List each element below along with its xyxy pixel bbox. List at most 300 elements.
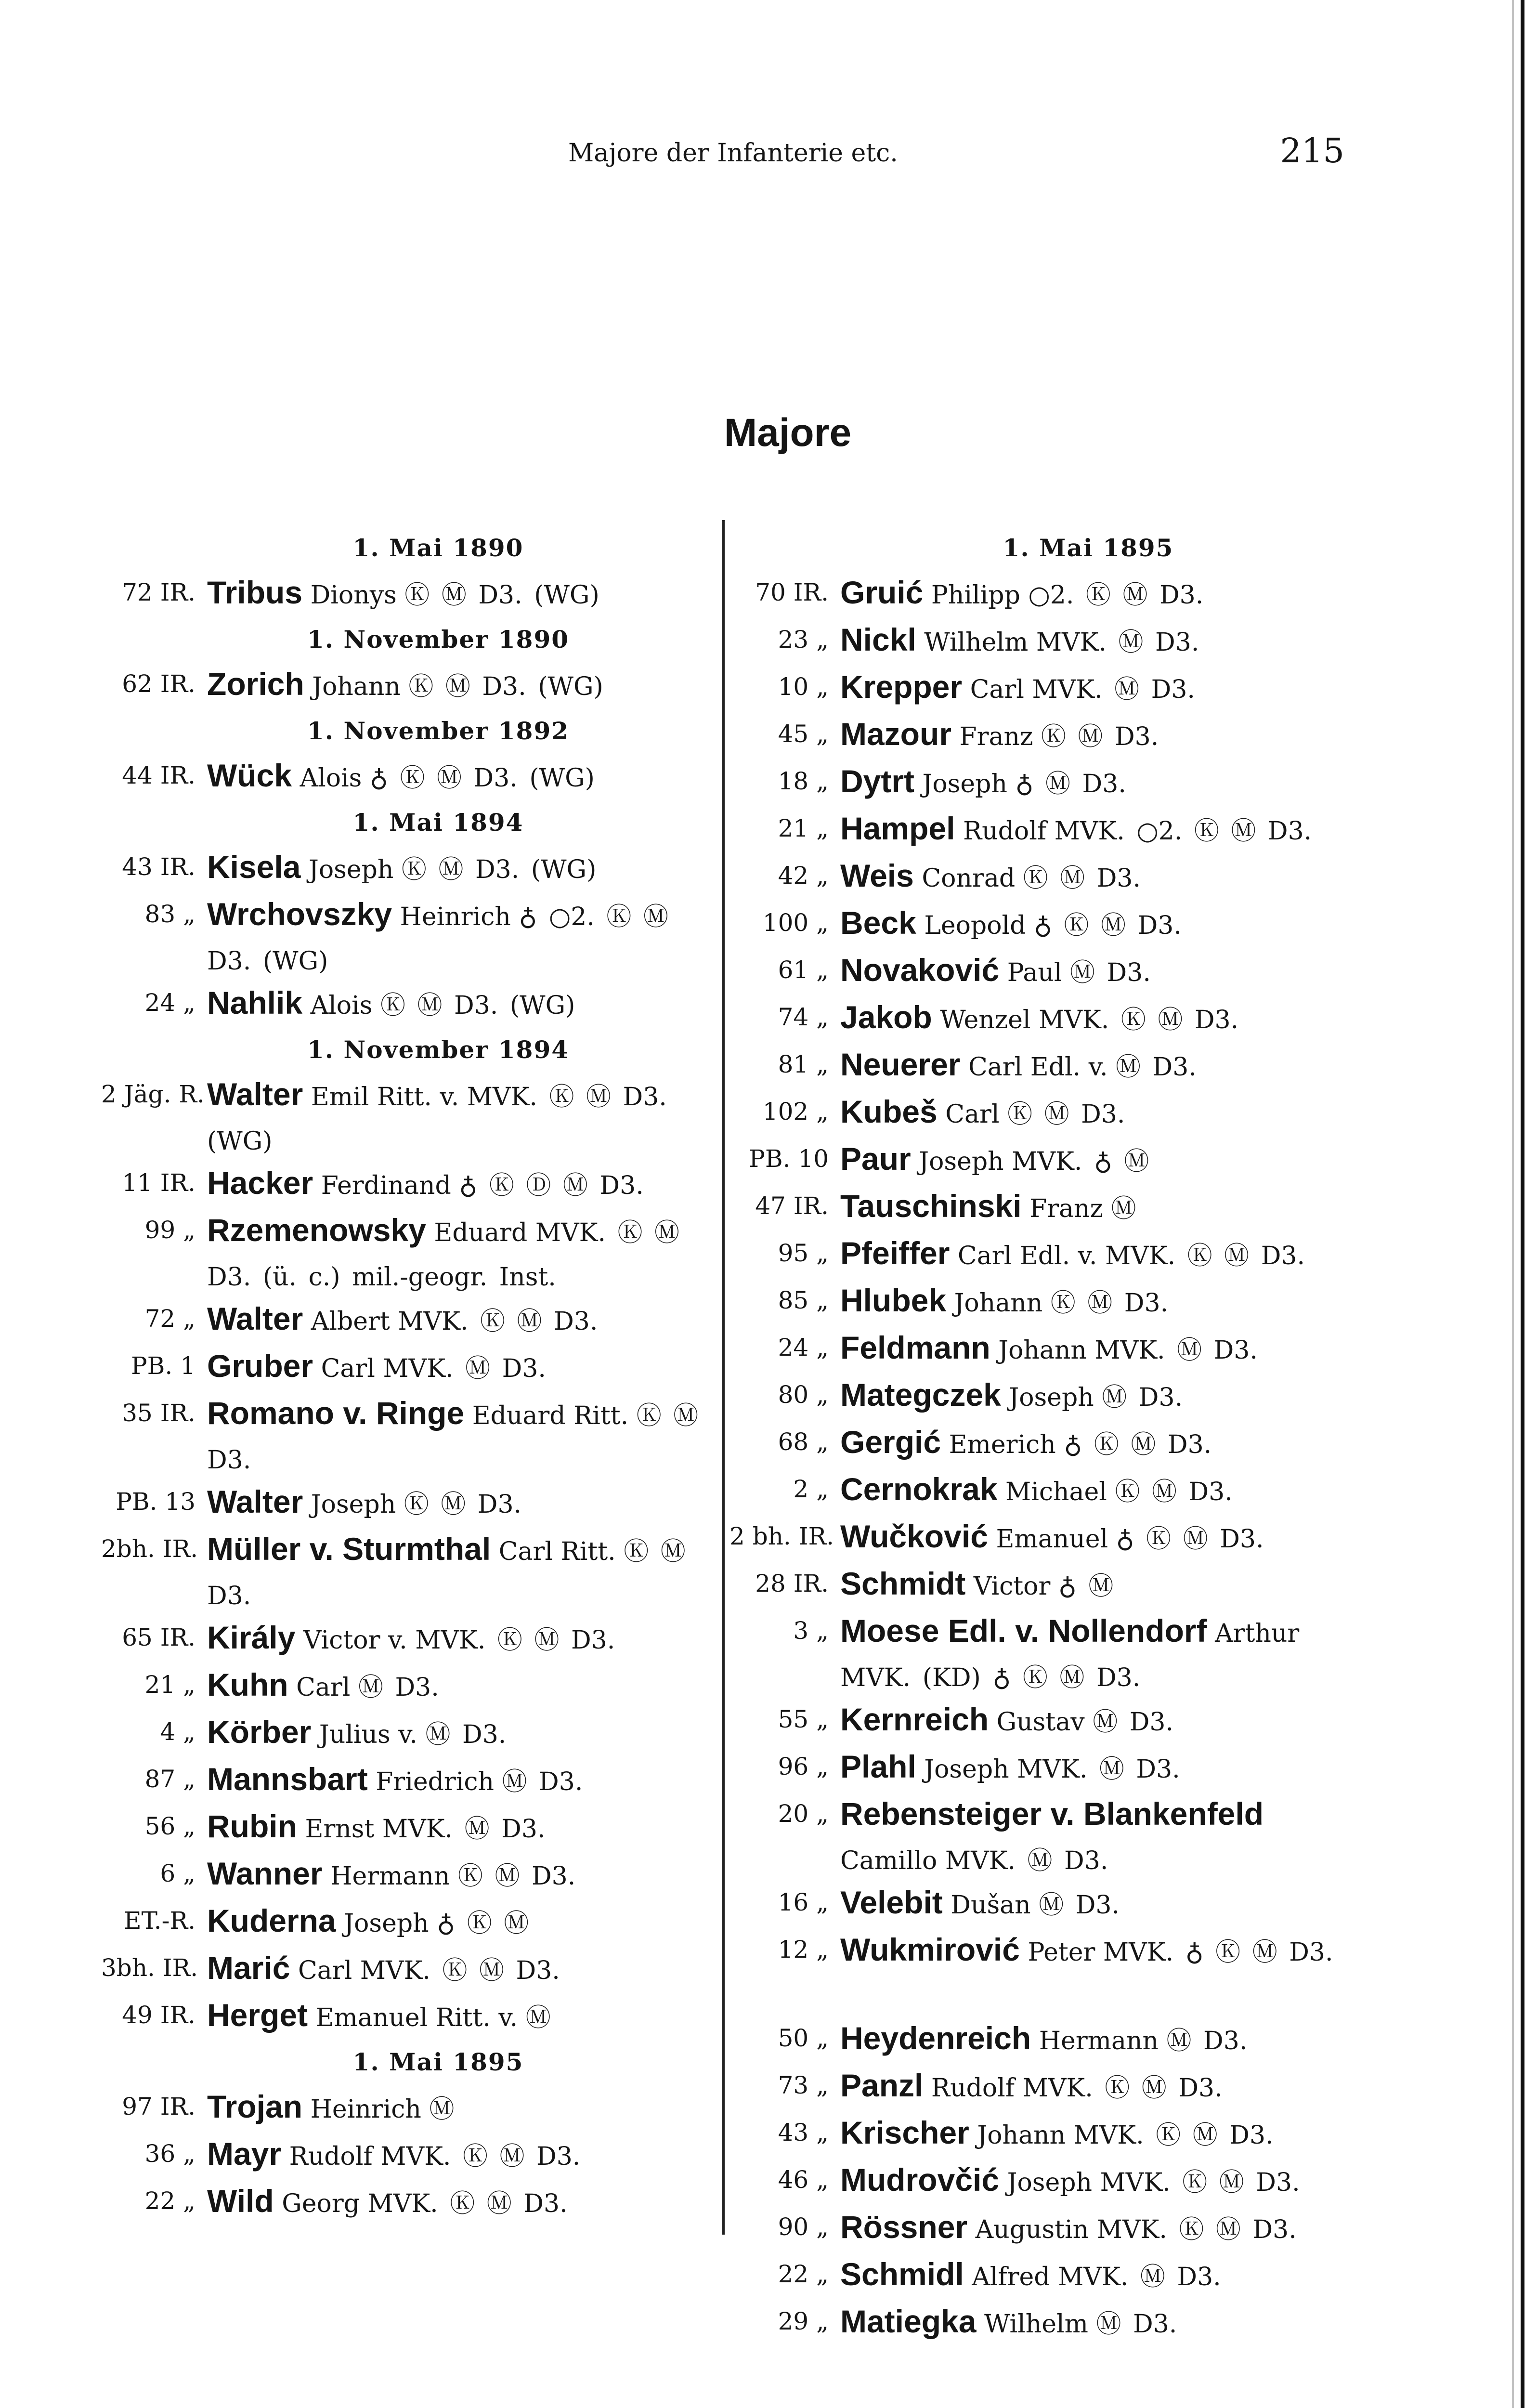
entry-body bbox=[840, 1697, 1355, 1744]
unit-label: 22 „ bbox=[778, 2260, 829, 2288]
entry-body bbox=[840, 759, 1355, 806]
unit-label: 29 „ bbox=[778, 2307, 829, 2335]
entry-body bbox=[840, 1325, 1355, 1373]
unit-label: 97 IR. bbox=[122, 2093, 195, 2120]
surname: Hacker bbox=[207, 1165, 313, 1201]
list-item bbox=[729, 1514, 1355, 1561]
decorations: MVK. Ⓚ Ⓜ D3. bbox=[1105, 1242, 1305, 1270]
entry-body bbox=[840, 1927, 1355, 1975]
given-name: Heinrich bbox=[400, 903, 511, 931]
surname: Kuderna bbox=[207, 1903, 336, 1938]
given-name: Alois bbox=[310, 991, 373, 1020]
list-item bbox=[101, 570, 703, 617]
unit-label: 24 „ bbox=[778, 1334, 829, 1361]
decorations: ♁ Ⓜ D3. bbox=[1015, 770, 1126, 798]
given-name: Friedrich bbox=[376, 1767, 494, 1796]
unit-label: 22 „ bbox=[144, 2187, 195, 2215]
list-item bbox=[101, 1898, 703, 1946]
given-name: Joseph bbox=[309, 855, 394, 884]
date-heading: 1. November 1892 bbox=[307, 717, 570, 745]
decorations: Ⓜ bbox=[525, 2003, 551, 2032]
entry-body bbox=[840, 2063, 1355, 2110]
decorations: MVK. Ⓜ D3. bbox=[1036, 628, 1199, 657]
decorations: Ⓚ Ⓜ D3. bbox=[1007, 1100, 1125, 1129]
unit-label: 35 IR. bbox=[122, 1399, 195, 1427]
surname: Mazour bbox=[840, 716, 951, 752]
surname: Feldmann bbox=[840, 1330, 990, 1365]
list-item bbox=[729, 712, 1355, 759]
surname: Mudrovčić bbox=[840, 2162, 1000, 2198]
entry-body bbox=[840, 570, 1355, 617]
surname: Kuhn bbox=[207, 1667, 288, 1702]
surname: Cernokrak bbox=[840, 1471, 998, 1507]
decorations: MVK. Ⓚ Ⓜ D3. bbox=[398, 1307, 598, 1336]
entry-body bbox=[207, 981, 703, 1028]
surname: Heydenreich bbox=[840, 2020, 1031, 2056]
decorations: Ⓚ Ⓜ D3. bbox=[1041, 722, 1159, 751]
list-item bbox=[101, 892, 703, 981]
list-item bbox=[729, 1420, 1355, 1467]
given-name: Rudolf bbox=[963, 817, 1047, 846]
decorations: MVK. Ⓚ Ⓜ D3. bbox=[1073, 2121, 1274, 2150]
unit-label: 102 „ bbox=[762, 1098, 829, 1125]
unit-label: PB. 13 bbox=[116, 1488, 195, 1516]
unit-label: 20 „ bbox=[778, 1800, 829, 1828]
given-name: Franz bbox=[1029, 1194, 1103, 1223]
unit-label: 46 „ bbox=[778, 2166, 829, 2194]
unit-label: 62 IR. bbox=[122, 670, 195, 698]
list-item bbox=[101, 2132, 703, 2179]
surname: Mategczek bbox=[840, 1377, 1001, 1413]
given-name: Rudolf bbox=[931, 2074, 1015, 2103]
decorations: MVK. Ⓚ Ⓜ D3. (WG) bbox=[207, 1083, 667, 1156]
entry-body bbox=[207, 570, 703, 617]
decorations: MVK. Ⓜ D3. bbox=[1058, 2263, 1221, 2291]
unit-label: 42 „ bbox=[778, 862, 829, 890]
given-name: Conrad bbox=[922, 864, 1016, 893]
entry-body bbox=[207, 1527, 703, 1618]
given-name: Victor bbox=[973, 1572, 1051, 1601]
date-heading: 1. Mai 1890 bbox=[352, 534, 524, 562]
decorations: MVK. (KD) ♁ Ⓚ Ⓜ D3. bbox=[840, 1663, 1141, 1692]
surname: Kernreich bbox=[840, 1701, 989, 1737]
given-name: Johann bbox=[998, 1336, 1087, 1365]
given-name: Johann bbox=[977, 2121, 1066, 2150]
decorations: ♁ Ⓚ Ⓜ D3. bbox=[1033, 911, 1182, 940]
given-name: Albert bbox=[311, 1307, 390, 1336]
unit-label: 28 IR. bbox=[755, 1570, 829, 1597]
decorations: Ⓜ D3. bbox=[1102, 1383, 1183, 1412]
entry-body bbox=[840, 1880, 1355, 1927]
unit-label: 72 „ bbox=[144, 1305, 195, 1333]
list-item bbox=[729, 1325, 1355, 1373]
decorations: ○2. Ⓚ Ⓜ D3. bbox=[1028, 581, 1204, 610]
entry-body bbox=[207, 1161, 703, 1208]
surname: Gruber bbox=[207, 1348, 313, 1384]
entry-body bbox=[207, 2132, 703, 2179]
decorations: Ⓜ D3. bbox=[358, 1673, 439, 1702]
given-name: Joseph bbox=[922, 770, 1007, 798]
list-item bbox=[101, 1851, 703, 1898]
given-name: Gustav bbox=[996, 1708, 1085, 1737]
surname: Wrchovszky bbox=[207, 896, 392, 932]
given-name: Eduard Ritt. bbox=[472, 1401, 629, 1430]
surname: Király bbox=[207, 1620, 296, 1655]
given-name: Philipp bbox=[931, 581, 1020, 610]
unit-label: 2bh. IR. bbox=[101, 1535, 198, 1563]
given-name: Peter bbox=[1028, 1938, 1095, 1967]
unit-label: 16 „ bbox=[778, 1888, 829, 1916]
decorations: MVK. Ⓚ Ⓜ D3. bbox=[1096, 2215, 1297, 2244]
decorations: ♁ Ⓚ Ⓜ bbox=[437, 1909, 529, 1938]
surname: Wukmirović bbox=[840, 1932, 1020, 1967]
given-name: Victor v. bbox=[303, 1626, 407, 1655]
entry-body bbox=[840, 1420, 1355, 1467]
decorations: Ⓜ bbox=[429, 2095, 455, 2124]
given-name: Joseph bbox=[1007, 2168, 1092, 2197]
given-name: Joseph bbox=[344, 1909, 429, 1938]
surname: Schmidl bbox=[840, 2256, 964, 2292]
unit-label: ET.-R. bbox=[124, 1907, 195, 1935]
given-name: Paul bbox=[1007, 958, 1062, 987]
given-name: Dušan bbox=[951, 1891, 1031, 1920]
entry-body bbox=[207, 1851, 703, 1898]
entry-body bbox=[840, 2016, 1355, 2063]
surname: Weis bbox=[840, 858, 914, 893]
given-name: Carl bbox=[970, 675, 1024, 704]
list-item bbox=[729, 2252, 1355, 2299]
list-item bbox=[101, 1208, 703, 1296]
surname: Plahl bbox=[840, 1749, 916, 1784]
list-item bbox=[729, 853, 1355, 901]
unit-label: 43 IR. bbox=[122, 853, 195, 881]
date-heading: 1. Mai 1895 bbox=[352, 2048, 524, 2076]
given-name: Ernst bbox=[305, 1815, 375, 1844]
given-name: Carl bbox=[945, 1100, 1000, 1129]
surname: Trojan bbox=[207, 2089, 303, 2124]
surname: Mannsbart bbox=[207, 1761, 368, 1797]
decorations: Ⓚ Ⓜ D3. (WG) bbox=[404, 581, 599, 610]
given-name: Carl Ritt. bbox=[498, 1537, 616, 1566]
unit-label: 50 „ bbox=[778, 2024, 829, 2052]
decorations: Ⓜ D3. bbox=[1096, 2310, 1177, 2339]
given-name: Alfred bbox=[972, 2263, 1050, 2291]
given-name: Rudolf bbox=[289, 2142, 373, 2171]
unit-label: 47 IR. bbox=[755, 1192, 829, 1220]
decorations: ♁ Ⓜ bbox=[1058, 1572, 1114, 1601]
unit-label: 2 „ bbox=[793, 1475, 829, 1503]
given-name: Carl bbox=[321, 1354, 375, 1383]
entry-body bbox=[840, 995, 1355, 1042]
entry-body bbox=[840, 948, 1355, 995]
list-item bbox=[101, 1804, 703, 1851]
date-heading: 1. Mai 1894 bbox=[352, 808, 524, 837]
entry-body bbox=[840, 712, 1355, 759]
given-name: Julius v. bbox=[319, 1720, 417, 1749]
list-item bbox=[729, 2016, 1355, 2063]
entry-body bbox=[840, 1089, 1355, 1137]
list-item bbox=[729, 1137, 1355, 1184]
list-item bbox=[101, 1662, 703, 1710]
decorations: MVK. Ⓜ D3. bbox=[1094, 1336, 1258, 1365]
decorations: Ⓜ D3. bbox=[425, 1720, 507, 1749]
surname: Jakob bbox=[840, 999, 932, 1035]
entry-body bbox=[840, 2110, 1355, 2158]
surname: Hlubek bbox=[840, 1283, 947, 1318]
surname: Schmidt bbox=[840, 1566, 966, 1601]
list-item bbox=[729, 1697, 1355, 1744]
given-name: Ferdinand bbox=[321, 1171, 451, 1200]
surname: Paur bbox=[840, 1141, 911, 1177]
given-name: Carl bbox=[296, 1673, 351, 1702]
unit-label: 61 „ bbox=[778, 956, 829, 984]
unit-label: PB. 1 bbox=[131, 1352, 195, 1380]
surname: Krepper bbox=[840, 669, 963, 705]
given-name: Joseph bbox=[919, 1147, 1004, 1176]
list-item bbox=[729, 1231, 1355, 1278]
given-name: Augustin bbox=[975, 2215, 1089, 2244]
unit-label: 55 „ bbox=[778, 1705, 829, 1733]
list-item bbox=[729, 2205, 1355, 2252]
entry-body bbox=[840, 901, 1355, 948]
entry-body bbox=[207, 1804, 703, 1851]
entry-body bbox=[840, 1042, 1355, 1089]
entry-body bbox=[207, 753, 703, 800]
decorations: MVK. ♁ Ⓜ bbox=[1012, 1147, 1149, 1176]
surname: Rebensteiger v. Blankenfeld bbox=[840, 1796, 1264, 1832]
decorations: Ⓜ D3. bbox=[1166, 2027, 1248, 2055]
decorations: MVK. Ⓚ Ⓜ D3. bbox=[1022, 2074, 1223, 2103]
entry-body bbox=[840, 2158, 1355, 2205]
given-name: Camillo bbox=[840, 1846, 938, 1875]
decorations: ♁ Ⓚ Ⓜ D3. (WG) bbox=[369, 764, 595, 793]
list-item bbox=[729, 1880, 1355, 1927]
unit-label: 85 „ bbox=[778, 1286, 829, 1314]
surname: Dytrt bbox=[840, 763, 915, 799]
list-item bbox=[729, 1042, 1355, 1089]
surname: Gruić bbox=[840, 575, 924, 610]
date-heading: 1. November 1894 bbox=[307, 1035, 570, 1064]
given-name: Dionys bbox=[310, 581, 397, 610]
entry-body bbox=[840, 2205, 1355, 2252]
unit-label: 36 „ bbox=[144, 2140, 195, 2168]
unit-label: 49 IR. bbox=[122, 2001, 195, 2029]
list-item bbox=[729, 948, 1355, 995]
list-item bbox=[729, 1089, 1355, 1137]
list-item bbox=[101, 1296, 703, 1344]
list-item bbox=[729, 1792, 1355, 1880]
decorations: Ⓜ D3. bbox=[502, 1767, 583, 1796]
unit-label: 23 „ bbox=[778, 626, 829, 654]
given-name: Arthur bbox=[1215, 1619, 1300, 1648]
decorations: Ⓚ Ⓜ D3. bbox=[1050, 1289, 1169, 1318]
surname: Hampel bbox=[840, 811, 955, 846]
unit-label: 2 bh. IR. bbox=[729, 1522, 834, 1550]
entry-body bbox=[207, 1615, 703, 1662]
surname: Wild bbox=[207, 2183, 274, 2219]
decorations: Ⓜ bbox=[1111, 1194, 1136, 1223]
entry-body bbox=[840, 1184, 1355, 1231]
list-item bbox=[729, 806, 1355, 853]
right-column bbox=[729, 526, 1355, 2346]
unit-label: 83 „ bbox=[144, 900, 195, 928]
unit-label: 80 „ bbox=[778, 1381, 829, 1409]
list-item bbox=[101, 1993, 703, 2040]
surname: Kisela bbox=[207, 849, 301, 885]
entry-body bbox=[207, 1898, 703, 1946]
left-column bbox=[101, 526, 703, 2226]
list-item bbox=[729, 1184, 1355, 1231]
entry-body bbox=[207, 2179, 703, 2226]
unit-label: 24 „ bbox=[144, 989, 195, 1017]
list-item bbox=[729, 2110, 1355, 2158]
unit-label: 74 „ bbox=[778, 1003, 829, 1031]
unit-label: 56 „ bbox=[144, 1812, 195, 1840]
given-name: Hermann bbox=[1039, 2027, 1159, 2055]
decorations: Ⓜ D3. bbox=[1070, 958, 1151, 987]
surname: Tribus bbox=[207, 575, 303, 610]
unit-label: 2 Jäg. R. bbox=[101, 1080, 205, 1108]
entry-body bbox=[840, 617, 1355, 665]
entry-body bbox=[840, 1278, 1355, 1325]
decorations: Ⓚ Ⓜ D3. (WG) bbox=[380, 991, 575, 1020]
given-name: Carl bbox=[298, 1956, 352, 1985]
given-name: Emil Ritt. v. bbox=[311, 1083, 459, 1112]
given-name: Johann bbox=[312, 672, 401, 701]
entry-body bbox=[840, 1137, 1355, 1184]
list-item bbox=[101, 1757, 703, 1804]
entry-body bbox=[840, 2252, 1355, 2299]
unit-label: 21 „ bbox=[144, 1671, 195, 1699]
list-item bbox=[729, 759, 1355, 806]
surname: Kubeš bbox=[840, 1094, 938, 1129]
given-name: Wenzel bbox=[940, 1006, 1031, 1034]
list-item bbox=[101, 1161, 703, 1208]
given-name: Wilhelm bbox=[924, 628, 1029, 657]
list-item bbox=[729, 570, 1355, 617]
list-item bbox=[101, 1391, 703, 1479]
surname: Neuerer bbox=[840, 1047, 961, 1082]
unit-label: PB. 10 bbox=[749, 1145, 829, 1173]
given-name: Carl Edl. v. bbox=[957, 1242, 1097, 1270]
decorations: MVK. Ⓜ D3. bbox=[945, 1846, 1108, 1875]
decorations: MVK. Ⓚ Ⓜ D3. bbox=[380, 2142, 581, 2171]
list-item bbox=[729, 901, 1355, 948]
given-name: Franz bbox=[959, 722, 1033, 751]
surname: Romano v. Ringe bbox=[207, 1395, 465, 1431]
list-item bbox=[101, 845, 703, 892]
surname: Nahlik bbox=[207, 985, 303, 1021]
decorations: Ⓚ Ⓜ D3. bbox=[457, 1862, 576, 1891]
unit-label: 100 „ bbox=[762, 909, 829, 937]
list-item bbox=[101, 753, 703, 800]
surname: Wučković bbox=[840, 1518, 988, 1554]
decorations: MVK. Ⓜ D3. bbox=[383, 1354, 546, 1383]
unit-label: 90 „ bbox=[778, 2213, 829, 2241]
unit-label: 10 „ bbox=[778, 673, 829, 701]
list-item bbox=[101, 1479, 703, 1527]
unit-label: 99 „ bbox=[144, 1216, 195, 1244]
surname: Krischer bbox=[840, 2115, 969, 2150]
entry-body bbox=[840, 2299, 1355, 2346]
list-item bbox=[729, 2299, 1355, 2346]
running-title: Majore der Infanterie etc. bbox=[568, 139, 898, 168]
entry-body bbox=[840, 1792, 1355, 1883]
decorations: MVK. Ⓜ D3. bbox=[1017, 1755, 1180, 1784]
decorations: Ⓚ Ⓜ D3. bbox=[207, 1537, 686, 1610]
column-divider bbox=[722, 520, 725, 2235]
surname: Tauschinski bbox=[840, 1188, 1022, 1224]
decorations: MVK. Ⓚ Ⓜ D3. bbox=[1100, 2168, 1300, 2197]
list-item bbox=[101, 1072, 703, 1161]
entry-body bbox=[840, 1609, 1355, 1700]
unit-label: 12 „ bbox=[778, 1936, 829, 1963]
decorations: MVK. Ⓜ D3. bbox=[382, 1815, 546, 1844]
entry-body bbox=[207, 1208, 703, 1299]
unit-label: 18 „ bbox=[778, 767, 829, 795]
entry-body bbox=[207, 1662, 703, 1710]
page-edge bbox=[1512, 0, 1514, 2408]
page-title: Majore bbox=[724, 411, 852, 455]
unit-label: 73 „ bbox=[778, 2071, 829, 2099]
unit-label: 96 „ bbox=[778, 1753, 829, 1780]
surname: Beck bbox=[840, 905, 916, 941]
decorations: Ⓚ Ⓜ D3. bbox=[1115, 1478, 1233, 1506]
decorations: Ⓚ Ⓜ D3. bbox=[207, 1401, 699, 1475]
list-item bbox=[729, 1927, 1355, 2016]
surname: Pfeiffer bbox=[840, 1235, 950, 1271]
decorations: Ⓚ Ⓜ D3. (WG) bbox=[401, 855, 597, 884]
entry-body bbox=[207, 1296, 703, 1344]
list-item bbox=[729, 1467, 1355, 1514]
surname: Rubin bbox=[207, 1808, 297, 1844]
surname: Moese Edl. v. Nollendorf bbox=[840, 1613, 1207, 1649]
unit-label: 44 IR. bbox=[122, 761, 195, 789]
unit-label: 81 „ bbox=[778, 1050, 829, 1078]
surname: Wück bbox=[207, 758, 292, 793]
entry-body bbox=[840, 806, 1355, 853]
unit-label: 70 IR. bbox=[755, 578, 829, 606]
decorations: ♁ ○2. Ⓚ Ⓜ D3. (WG) bbox=[207, 903, 668, 976]
unit-label: 45 „ bbox=[778, 720, 829, 748]
decorations: MVK. ○2. Ⓚ Ⓜ D3. bbox=[1054, 817, 1312, 846]
given-name: Joseph bbox=[311, 1490, 396, 1519]
entry-body bbox=[840, 1514, 1355, 1561]
list-item bbox=[101, 2084, 703, 2132]
given-name: Johann bbox=[954, 1289, 1043, 1318]
list-item bbox=[101, 1527, 703, 1615]
list-item bbox=[729, 1561, 1355, 1609]
given-name: Eduard bbox=[434, 1218, 528, 1247]
entry-body bbox=[207, 662, 703, 709]
entry-body bbox=[840, 1744, 1355, 1792]
list-item bbox=[101, 1344, 703, 1391]
unit-label: 3 „ bbox=[793, 1617, 829, 1645]
entry-body bbox=[840, 853, 1355, 901]
decorations: Ⓚ Ⓜ D3. bbox=[1023, 864, 1141, 893]
list-item bbox=[101, 1615, 703, 1662]
surname: Walter bbox=[207, 1484, 303, 1519]
page-border bbox=[1521, 0, 1524, 2408]
unit-label: 4 „ bbox=[160, 1718, 195, 1746]
entry-body bbox=[207, 1993, 703, 2040]
given-name: Hermann bbox=[330, 1862, 450, 1891]
surname: Rössner bbox=[840, 2209, 968, 2245]
decorations: MVK. Ⓜ D3. bbox=[1032, 675, 1195, 704]
decorations: Ⓚ Ⓜ D3. bbox=[404, 1490, 522, 1519]
list-item bbox=[729, 1278, 1355, 1325]
decorations: ♁ Ⓚ Ⓜ D3. bbox=[1116, 1525, 1264, 1554]
